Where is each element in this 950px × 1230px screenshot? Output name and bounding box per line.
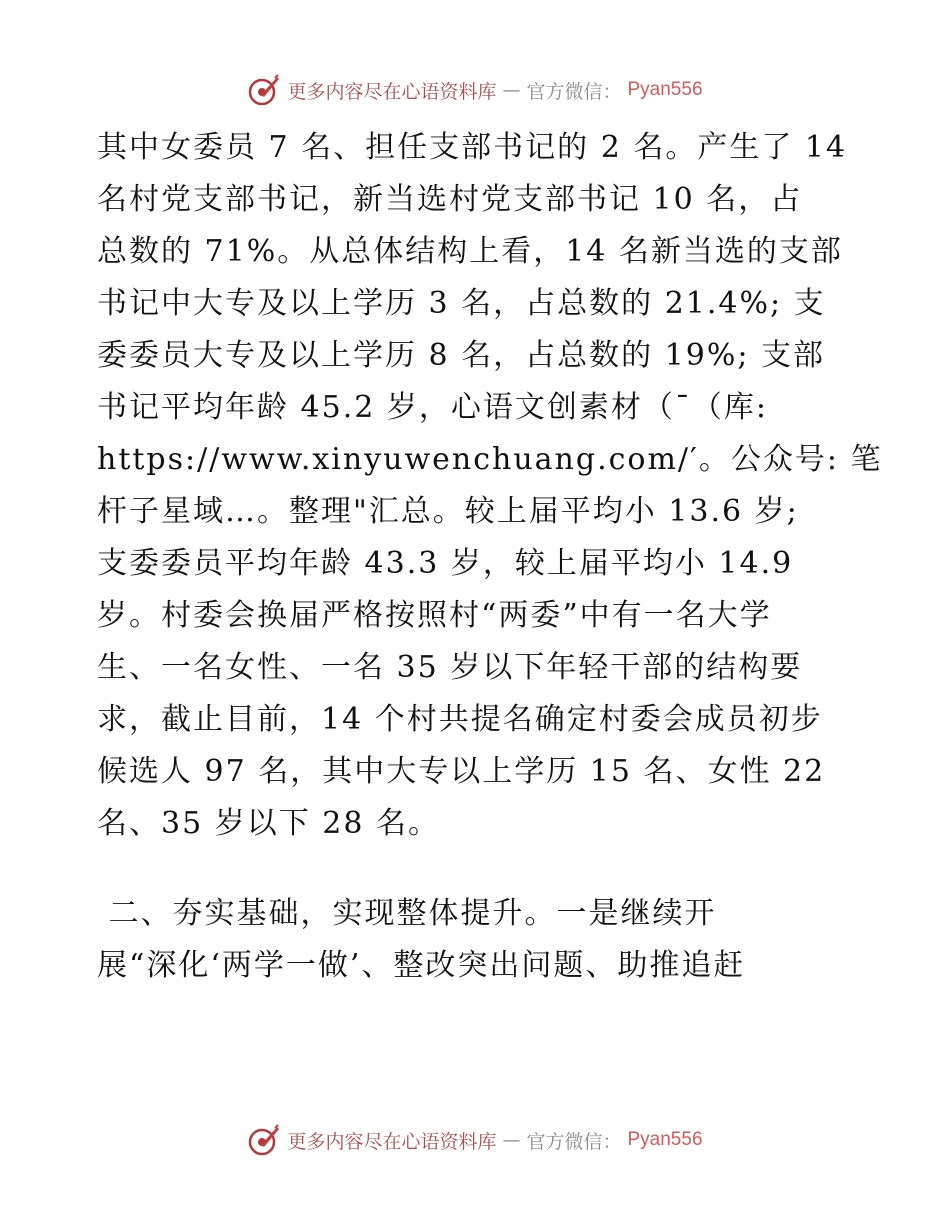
document-body — [97, 122, 883, 992]
footer-watermark — [0, 1120, 950, 1160]
paragraph-2 — [97, 888, 857, 992]
watermark-site-text: 更多内容尽在心语资料库 — [287, 80, 497, 103]
text-line: 展“深化‘两学一做’、整改突出问题、助推追赶 — [97, 948, 746, 983]
text-line: 委委员大专及以上学历 8 名，占总数的 19%; 支部 — [97, 338, 826, 373]
watermark-label: 官方微信： — [526, 1130, 622, 1153]
text-line: 二、夯实基础，实现整体提升。一是继续开 — [97, 896, 717, 931]
paragraph-1 — [97, 122, 883, 850]
text-line: 杆子星域…。整理"汇总。较上届平均小 13.6 岁; — [97, 494, 799, 529]
watermark-site-text: 更多内容尽在心语资料库 — [287, 1130, 497, 1153]
text-line: 总数的 71%。从总体结构上看，14 名新当选的支部 — [97, 234, 843, 269]
watermark-dash: — — [502, 1129, 521, 1151]
text-line: 岁。村委会换届严格按照村“两委”中有一名大学 — [97, 598, 772, 633]
watermark-label: 官方微信： — [526, 80, 622, 103]
text-line: 名村党支部书记，新当选村党支部书记 10 名，占 — [97, 182, 803, 217]
text-line: 名、35 岁以下 28 名。 — [97, 806, 440, 841]
watermark-dash: — — [502, 79, 521, 101]
watermark-wechat-id: Pyan556 — [627, 1129, 703, 1150]
paragraph-gap — [97, 850, 857, 888]
text-line: 求，截止目前，14 个村共提名确定村委会成员初步 — [97, 702, 823, 737]
text-line: https://www.xinyuwenchuang.com/′。公众号: 笔 — [97, 442, 883, 477]
text-line: 生、一名女性、一名 35 岁以下年轻干部的结构要 — [97, 650, 803, 685]
text-line: 书记中大专及以上学历 3 名，占总数的 21.4%; 支 — [97, 286, 826, 321]
quill-logo-icon — [247, 73, 281, 107]
text-line: 候选人 97 名，其中大专以上学历 15 名、女性 22 — [97, 754, 826, 789]
text-line: 支委委员平均年龄 43.3 岁，较上届平均小 14.9 — [97, 546, 794, 581]
text-line: 书记平均年龄 45.2 岁，心语文创素材（¯（库: — [97, 390, 768, 425]
quill-logo-icon — [247, 1123, 281, 1157]
header-watermark — [0, 70, 950, 110]
watermark-wechat-id: Pyan556 — [627, 79, 703, 100]
text-line: 其中女委员 7 名、担任支部书记的 2 名。产生了 14 — [97, 130, 848, 165]
